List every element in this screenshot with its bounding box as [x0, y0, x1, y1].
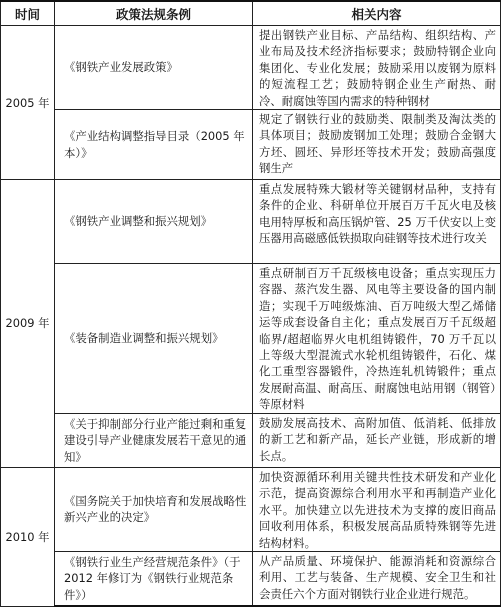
- law-cell: 《钢铁行业生产经营规范条件》（于 2012 年修订为《钢铁行业规范条件》）: [55, 551, 253, 606]
- table-header-row: [1, 1, 501, 26]
- table-row: [1, 110, 501, 180]
- content-cell: 鼓励发展高技术、高附加值、低消耗、低排放的新工艺和新产品，延长产业链，形成新的增长点。: [253, 413, 501, 467]
- table-row: [1, 467, 501, 551]
- content-cell: 规定了钢铁行业的鼓励类、限制类及淘汰类的具体项目；鼓励废钢加工处理；鼓励合金钢大方坯、圆坯、异形坯等技术开发；鼓励高强度钢生产: [253, 110, 501, 180]
- year-cell-2009: 2009 年: [1, 180, 55, 468]
- content-cell: 加快资源循环利用关键共性技术研发和产业化示范，提高资源综合利用水平和再制造产业化水平。加快建立以先进技术为支撑的废旧商品回收利用体系，积极发展高品质特殊钢等先进结构材料。: [253, 467, 501, 551]
- table-row: [1, 551, 501, 606]
- table-row: [1, 180, 501, 264]
- table-row: [1, 413, 501, 467]
- header-year: 时间: [1, 1, 55, 26]
- law-cell: 《装备制造业调整和振兴规划》: [55, 264, 253, 414]
- law-cell: 《产业结构调整指导目录（2005 年本）》: [55, 110, 253, 180]
- content-cell: 重点发展特殊大锻材等关键钢材品种，支持有条件的企业、科研单位开展百万千瓦火电及核电用特厚板和高压锅炉管、25 万千伏安以上变压器用高磁感低铁损取向硅钢等技术进行攻关: [253, 180, 501, 264]
- law-cell: 《钢铁产业发展政策》: [55, 26, 253, 110]
- year-cell-2005: 2005 年: [1, 26, 55, 180]
- table-row: [1, 26, 501, 110]
- content-cell: 从产品质量、环境保护、能源消耗和资源综合利用、工艺与装备、生产规模、安全卫生和社会责任六个方面对钢铁行业企业进行规范。: [253, 551, 501, 606]
- law-cell: 《国务院关于加快培育和发展战略性新兴产业的决定》: [55, 467, 253, 551]
- content-cell: 提出钢铁产业目标、产品结构、组织结构、产业布局及技术经济指标要求；鼓励特钢企业向集团化、专业化发展；鼓励采用以废钢为原料的短流程工艺；鼓励特钢企业生产耐热、耐冷、耐腐蚀等国内需求的特种钢材: [253, 26, 501, 110]
- content-cell: 重点研制百万千瓦级核电设备；重点实现压力容器、蒸汽发生器、风电等主要设备的国内制造；实现千万吨级炼油、百万吨级大型乙烯储运等成套设备自主化；重点发展百万千瓦级超临界/超超临界火电机组铸锻件，70 万千瓦以上等级大型混流式水轮机组铸锻件，石化、煤化工重型容器锻件，冷热连轧机铸锻件；重点发展耐高温、耐高压、耐腐蚀电站用钢（钢管）等原材料: [253, 264, 501, 414]
- header-law: 政策法规条例: [55, 1, 253, 26]
- table-row: [1, 264, 501, 414]
- law-cell: 《关于抑制部分行业产能过剩和重复建设引导产业健康发展若干意见的通知》: [55, 413, 253, 467]
- law-cell: 《钢铁产业调整和振兴规划》: [55, 180, 253, 264]
- year-cell-2010: 2010 年: [1, 467, 55, 606]
- header-content: 相关内容: [253, 1, 501, 26]
